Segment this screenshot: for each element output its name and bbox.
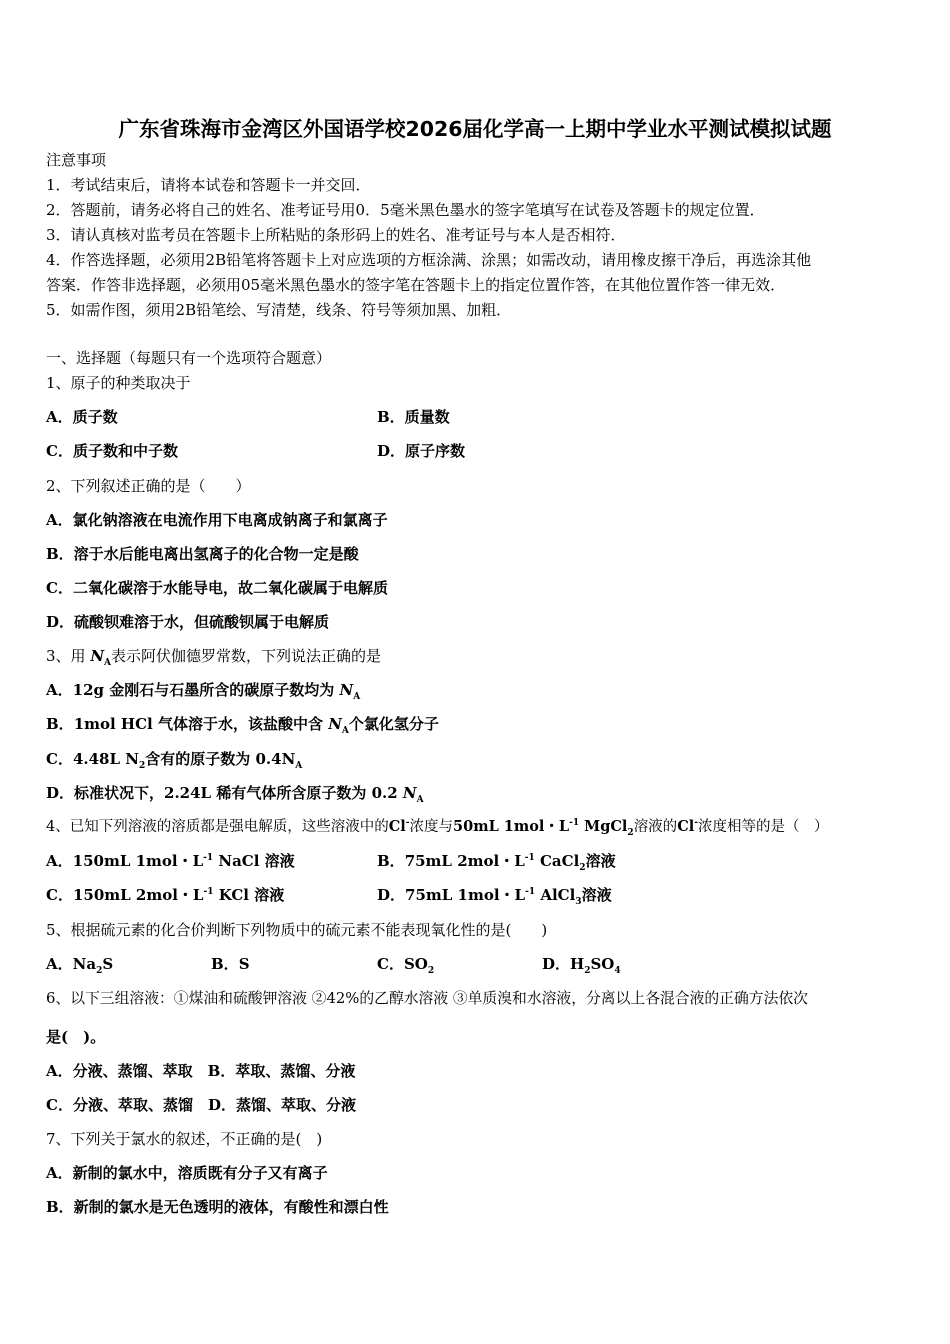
q6-stem-cont: 是( )。 [46,1028,106,1046]
notice-item-4-cont: 答案．作答非选择题，必须用05毫米黑色墨水的签字笔在答题卡上的指定位置作答，在其他位置作答一律无效． [46,276,786,294]
notice-item-2: 2．答题前，请务必将自己的姓名、准考证号用0．5毫米黑色墨水的签字笔填写在试卷及答题卡的规定位置． [46,201,765,219]
q4-option-a: A．150mL 1mol・$L^{-1}$ NaCl 溶液 [46,852,295,870]
q4-option-c: C．150mL 2mol・$L^{-1}$ KCl 溶液 [46,886,285,904]
q5-option-a: A．$Na_2S$ [46,955,114,976]
q4-option-b: B．75mL 2mol・$L^{-1}$ CaCl$_2$溶液 [377,852,616,873]
q6-stem: 6、以下三组溶液：①煤油和硫酸钾溶液 ②42%的乙醇水溶液 ③单质溴和水溶液，分离以上各混合液的正确方法依次 [46,990,808,1007]
q6-options-cd: C．分液、萃取、蒸馏 D．蒸馏、萃取、分液 [46,1096,356,1114]
notice-item-3: 3．请认真核对监考员在答题卡上所粘贴的条形码上的姓名、准考证号与本人是否相符． [46,226,626,244]
notice-item-4: 4．作答选择题，必须用2B铅笔将答题卡上对应选项的方框涂满、涂黑；如需改动，请用橡皮擦干净后，再选涂其他 [46,251,812,269]
q4-stem: 4、已知下列溶液的溶质都是强电解质，这些溶液中的Cl-浓度与50mL 1mol・$L^{-1}$ MgCl$_2$溶液的Cl-浓度相等的是（ ） [46,818,829,838]
notice-heading: 注意事项 [46,151,107,169]
q2-option-d: D．硫酸钡难溶于水，但硫酸钡属于电解质 [46,613,330,631]
q1-option-b: B．质量数 [377,408,450,426]
q2-stem: 2、下列叙述正确的是（ ） [46,477,251,495]
q1-option-c: C．质子数和中子数 [46,442,178,460]
q3-stem: 3、用 $N_A$表示阿伏伽德罗常数，下列说法正确的是 [46,647,382,668]
q3-option-b: B．1mol HCl 气体溶于水，该盐酸中含 $N_A$个氯化氢分子 [46,715,439,736]
q2-option-b: B．溶于水后能电离出氢离子的化合物一定是酸 [46,545,359,563]
q6-options-ab: A．分液、蒸馏、萃取 B．萃取、蒸馏、分液 [46,1062,356,1080]
q7-option-a: A．新制的氯水中，溶质既有分子又有离子 [46,1164,328,1182]
q7-stem: 7、下列关于氯水的叙述，不正确的是( ) [46,1130,323,1148]
q5-option-d: D．$H_2SO_4$ [542,955,621,976]
q5-option-b: B．S [211,955,250,973]
q3-option-c: C．4.48L $N_2$含有的原子数为 $0.4N_A$ [46,750,303,771]
q1-option-d: D．原子序数 [377,442,466,460]
notice-item-1: 1．考试结束后，请将本试卷和答题卡一并交回． [46,176,371,194]
q5-stem: 5、根据硫元素的化合价判断下列物质中的硫元素不能表现氧化性的是( ) [46,921,548,939]
q4-option-d: D．75mL 1mol・$L^{-1}$ AlCl$_3$溶液 [377,886,612,907]
q7-option-b: B．新制的氯水是无色透明的液体，有酸性和漂白性 [46,1198,389,1216]
q1-option-a: A．质子数 [46,408,118,426]
q2-option-c: C．二氧化碳溶于水能导电，故二氧化碳属于电解质 [46,579,388,597]
exam-title: 广东省珠海市金湾区外国语学校2026届化学高一上期中学业水平测试模拟试题 [118,117,832,141]
notice-item-5: 5．如需作图，须用2B铅笔绘、写清楚，线条、符号等须加黑、加粗． [46,301,512,319]
q1-stem: 1、原子的种类取决于 [46,374,191,392]
q2-option-a: A．氯化钠溶液在电流作用下电离成钠离子和氯离子 [46,511,388,529]
q3-option-d: D．标准状况下，2.24L 稀有气体所含原子数为 0.2 $N_A$ [46,784,424,805]
q3-option-a: A．12g 金刚石与石墨所含的碳原子数均为 $N_A$ [46,681,361,702]
q5-option-c: C．$SO_2$ [377,955,435,976]
section-heading: 一、选择题（每题只有一个选项符合题意） [46,349,332,367]
